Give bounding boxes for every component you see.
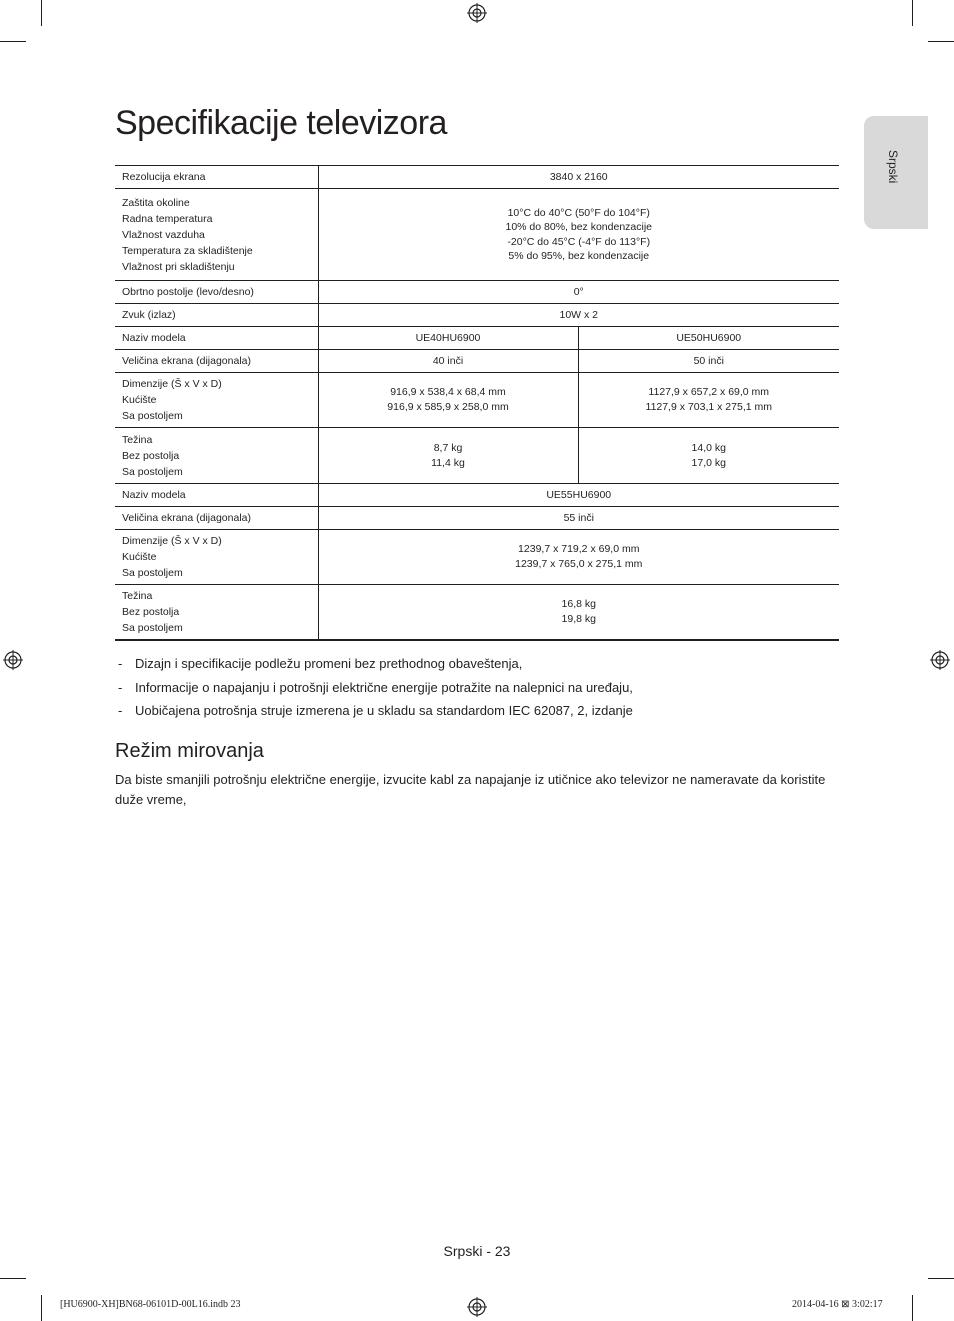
row-label: Obrtno postolje (levo/desno)	[115, 281, 318, 304]
row-value: 0°	[318, 281, 839, 304]
crop-mark	[41, 1295, 42, 1321]
print-file-info: [HU6900-XH]BN68-06101D-00L16.indb 23	[60, 1299, 241, 1310]
value-line: 17,0 kg	[691, 456, 726, 469]
crop-mark	[912, 0, 913, 26]
registration-mark-icon	[467, 1297, 487, 1317]
table-row	[115, 530, 839, 585]
value-line: 14,0 kg	[691, 441, 726, 454]
crop-mark	[41, 0, 42, 26]
row-value-a: 40 inči	[318, 350, 578, 373]
page-title: Specifikacije televizora	[115, 104, 447, 142]
row-value-b: 50 inči	[578, 350, 839, 373]
row-value: 55 inči	[318, 507, 839, 530]
row-value-a	[318, 373, 578, 428]
page-number: Srpski - 23	[443, 1243, 511, 1259]
row-value: 10W x 2	[318, 304, 839, 327]
label-line: Radna temperatura	[122, 212, 213, 225]
list-item	[115, 702, 839, 720]
row-value-b	[578, 428, 839, 484]
row-label: Naziv modela	[115, 327, 318, 350]
label-line: Vlažnost pri skladištenju	[122, 260, 235, 273]
table-row	[115, 484, 839, 507]
crop-mark	[928, 1278, 954, 1279]
label-line: Težina	[122, 433, 153, 446]
row-value-b	[578, 373, 839, 428]
list-item	[115, 679, 839, 697]
value-line: 916,9 x 538,4 x 68,4 mm	[390, 386, 506, 398]
value-line: 8,7 kg	[433, 441, 463, 454]
row-label	[115, 373, 318, 428]
table-row	[115, 189, 839, 281]
value-line: 1239,7 x 719,2 x 69,0 mm	[518, 543, 640, 555]
row-value-a	[318, 428, 578, 484]
row-label: Zvuk (izlaz)	[115, 304, 318, 327]
bullet-dash: -	[118, 703, 123, 718]
list-item	[115, 655, 839, 673]
language-tab-label: Srpski	[886, 150, 900, 184]
row-label	[115, 189, 318, 281]
crop-mark	[928, 41, 954, 42]
label-line: Kućište	[122, 551, 157, 563]
section-heading: Režim mirovanja	[115, 740, 264, 762]
crop-mark	[0, 1278, 26, 1279]
label-line: Sa postoljem	[122, 410, 183, 422]
table-row	[115, 373, 839, 428]
table-row	[115, 281, 839, 304]
crop-mark	[912, 1295, 913, 1321]
spec-table	[115, 165, 839, 641]
table-row	[115, 507, 839, 530]
registration-mark-icon	[3, 650, 23, 670]
section-paragraph: Da biste smanjili potrošnju električne energije, izvucite kabl za napajanje iz utičnice ako televizor ne nameravate da koristite duže vreme,	[115, 772, 826, 807]
row-label	[115, 585, 318, 640]
value-line: 16,8 kg	[561, 597, 596, 610]
row-label	[115, 428, 318, 484]
row-label: Naziv modela	[115, 484, 318, 507]
row-label: Rezolucija ekrana	[115, 166, 318, 189]
table-row	[115, 327, 839, 350]
value-line: 1127,9 x 657,2 x 69,0 mm	[648, 386, 770, 398]
label-line: Kućište	[122, 394, 157, 406]
table-row	[115, 304, 839, 327]
bullet-dash: -	[118, 656, 123, 671]
language-tab	[864, 116, 928, 229]
value-line: -20°C do 45°C (-4°F do 113°F)	[507, 235, 651, 248]
note-text: Informacije o napajanju i potrošnji električne energije potražite na nalepnici na uređaju,	[135, 679, 633, 695]
crop-mark	[0, 41, 26, 42]
row-label: Veličina ekrana (dijagonala)	[115, 350, 318, 373]
value-line: 11,4 kg	[431, 456, 465, 469]
note-text: Uobičajena potrošnja struje izmerena je u skladu sa standardom IEC 62087, 2, izdanje	[135, 703, 633, 718]
value-line: 5% do 95%, bez kondenzacije	[508, 250, 650, 262]
row-value-a: UE40HU6900	[318, 327, 578, 350]
value-line: 916,9 x 585,9 x 258,0 mm	[387, 401, 509, 413]
label-line: Dimenzije (Š x V x D)	[122, 535, 222, 547]
row-value-b: UE50HU6900	[578, 327, 839, 350]
table-row	[115, 428, 839, 484]
label-line: Bez postolja	[122, 605, 180, 618]
row-label: Veličina ekrana (dijagonala)	[115, 507, 318, 530]
table-row	[115, 350, 839, 373]
label-line: Temperatura za skladištenje	[122, 244, 253, 257]
value-line: 19,8 kg	[561, 612, 596, 625]
value-line: 1127,9 x 703,1 x 275,1 mm	[645, 401, 772, 413]
label-line: Zaštita okoline	[122, 196, 190, 209]
row-value: 3840 x 2160	[318, 166, 839, 189]
value-line: 1239,7 x 765,0 x 275,1 mm	[515, 558, 643, 570]
value-line: 10°C do 40°C (50°F do 104°F)	[507, 206, 650, 219]
table-row	[115, 585, 839, 640]
row-label	[115, 530, 318, 585]
registration-mark-icon	[467, 3, 487, 23]
label-line: Vlažnost vazduha	[122, 228, 205, 241]
row-value: UE55HU6900	[318, 484, 839, 507]
label-line: Bez postolja	[122, 449, 180, 462]
print-timestamp: 2014-04-16 ⊠ 3:02:17	[792, 1299, 883, 1310]
table-row	[115, 166, 839, 189]
label-line: Sa postoljem	[122, 567, 183, 579]
registration-mark-icon	[930, 650, 950, 670]
label-line: Sa postoljem	[122, 465, 183, 478]
row-value	[318, 189, 839, 281]
value-line: 10% do 80%, bez kondenzacije	[505, 221, 653, 233]
label-line: Sa postoljem	[122, 621, 183, 634]
note-text: Dizajn i specifikacije podležu promeni bez prethodnog obaveštenja,	[135, 656, 523, 671]
label-line: Dimenzije (Š x V x D)	[122, 378, 222, 390]
row-value	[318, 530, 839, 585]
label-line: Težina	[122, 589, 153, 602]
notes-list	[115, 655, 839, 726]
bullet-dash: -	[118, 679, 123, 695]
row-value	[318, 585, 839, 640]
